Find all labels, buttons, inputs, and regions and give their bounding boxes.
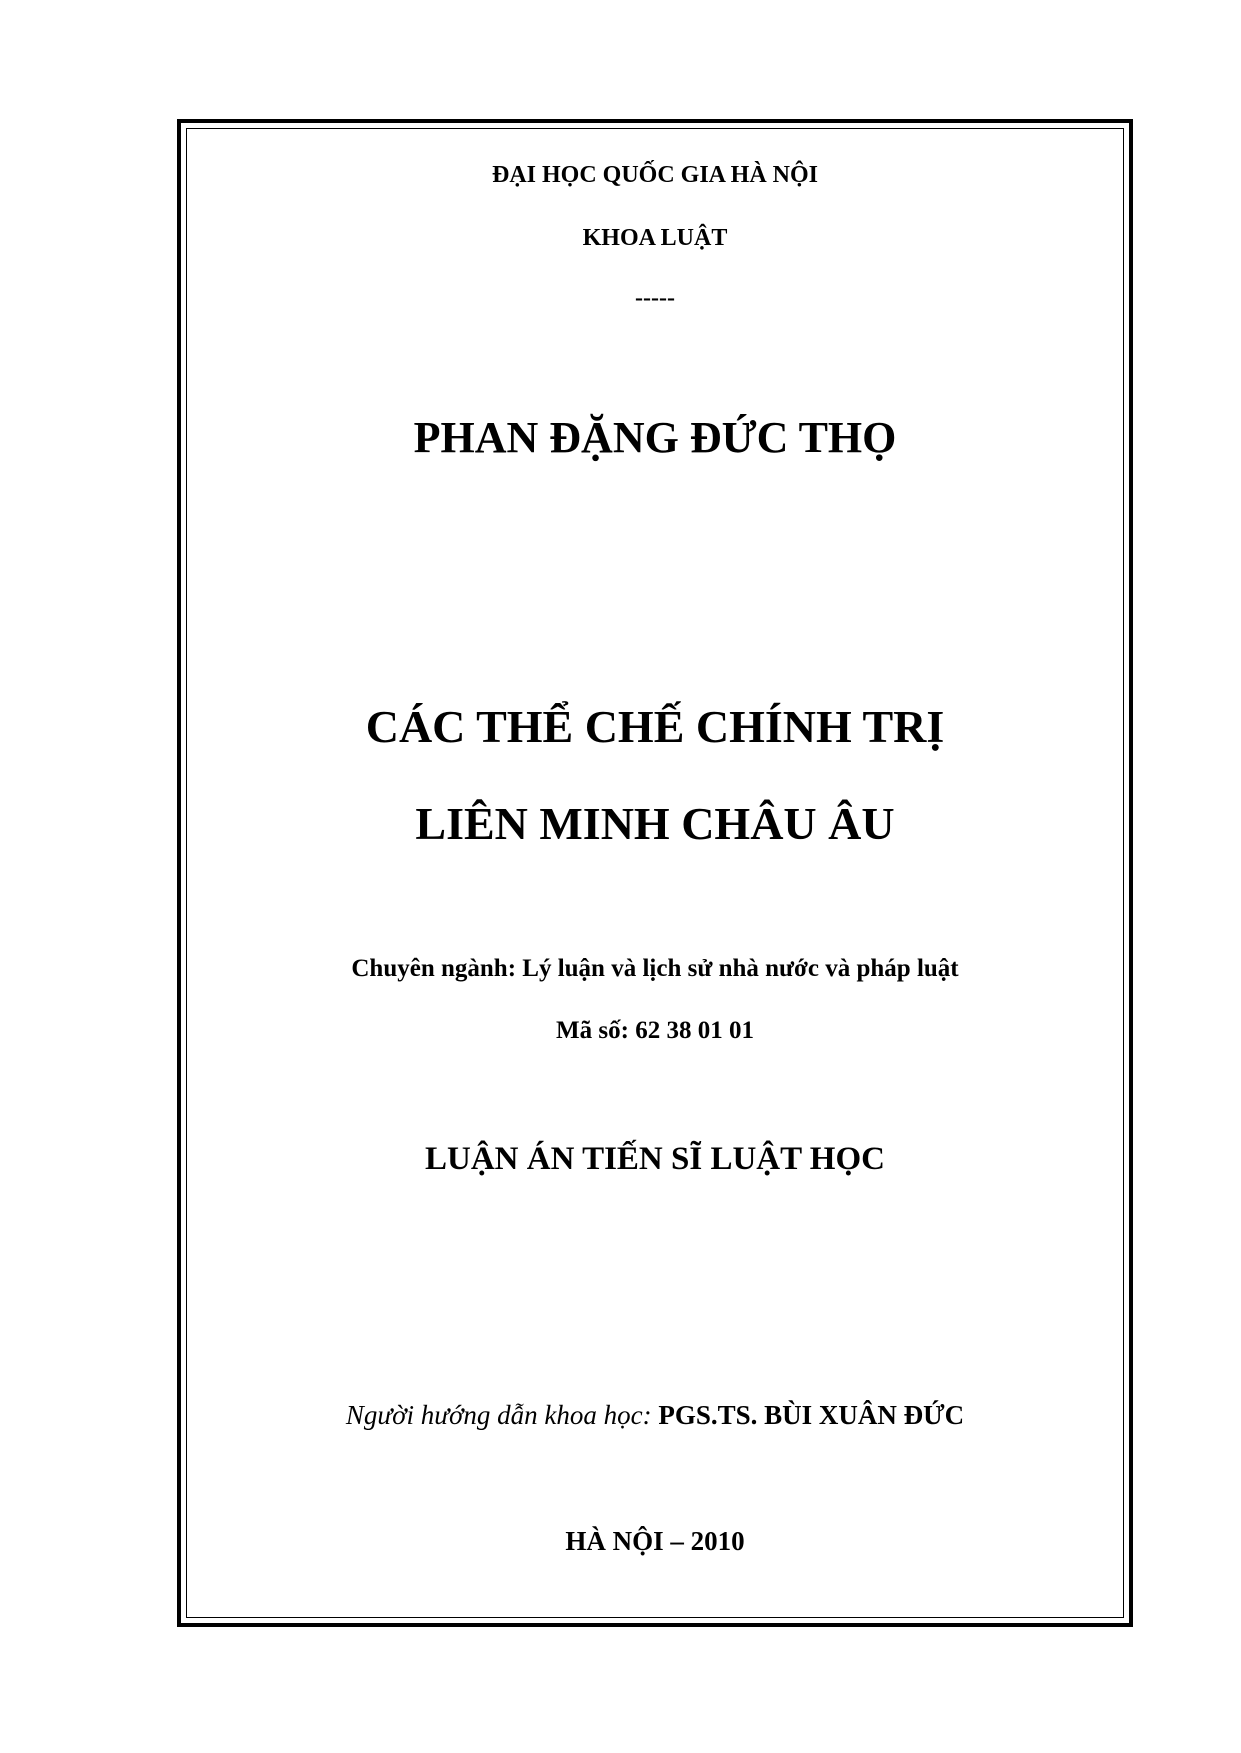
- thesis-title-line-1: CÁC THỂ CHẾ CHÍNH TRỊ: [365, 701, 945, 752]
- faculty-name: KHOA LUẬT: [582, 225, 728, 251]
- thesis-title-line-2: LIÊN MINH CHÂU ÂU: [415, 798, 895, 849]
- university-name: ĐẠI HỌC QUỐC GIA HÀ NỘI: [491, 162, 819, 188]
- degree-type: LUẬN ÁN TIẾN SĨ LUẬT HỌC: [425, 1141, 885, 1177]
- advisor-line: [177, 1402, 1133, 1429]
- advisor-name: PGS.TS. BÙI XUÂN ĐỨC: [658, 1400, 965, 1430]
- page-border-inner: [186, 128, 1124, 1618]
- author-name: PHAN ĐẶNG ĐỨC THỌ: [413, 413, 897, 462]
- specialization-major: Chuyên ngành: Lý luận và lịch sử nhà nước và pháp luật: [351, 955, 959, 982]
- specialization-code: Mã số: 62 38 01 01: [556, 1017, 754, 1044]
- header-separator: -----: [635, 285, 675, 311]
- place-and-date: HÀ NỘI – 2010: [565, 1526, 745, 1556]
- advisor-label: Người hướng dẫn khoa học:: [345, 1400, 652, 1430]
